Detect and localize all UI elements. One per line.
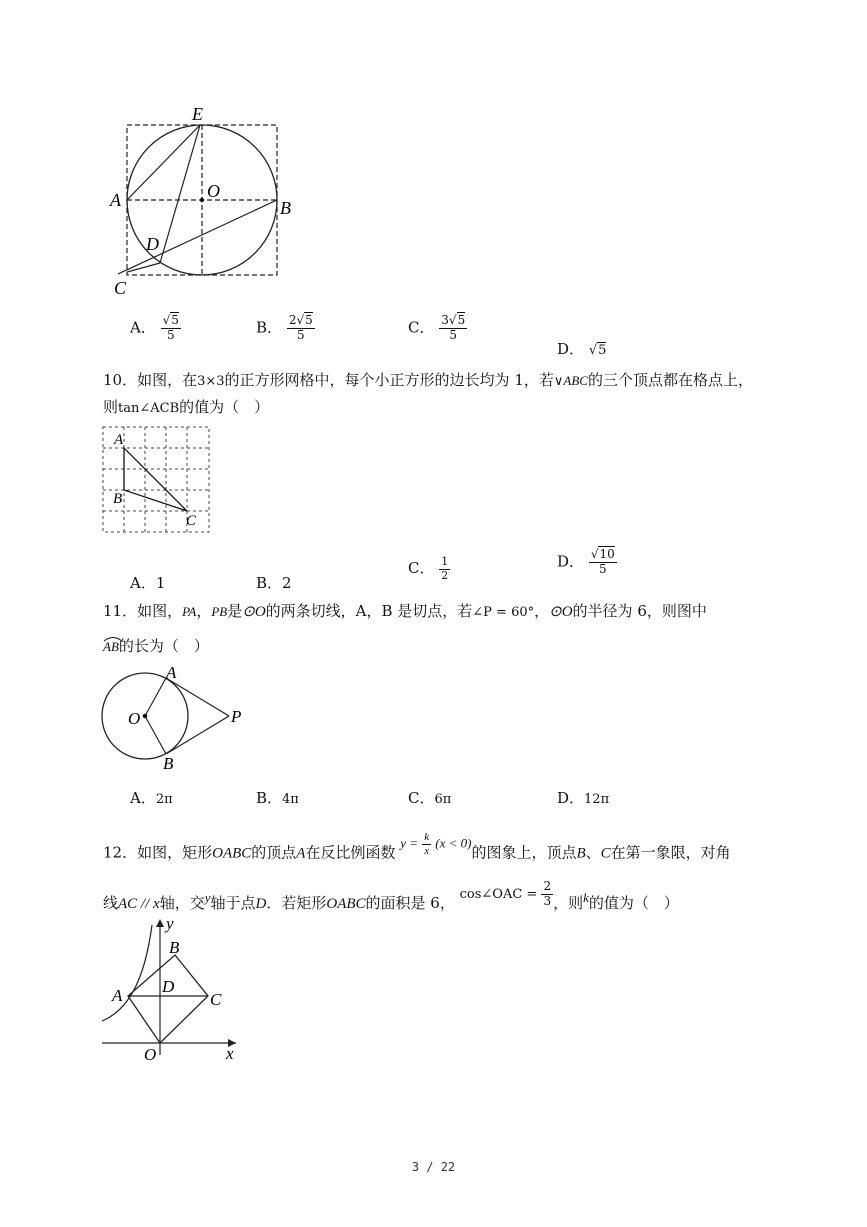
q10-option-d[interactable]: D． $\frac{√10}{5}$	[557, 547, 615, 576]
q9-center-dot	[200, 198, 204, 202]
q9-option-a[interactable]: A． $\frac{√5}{5}$	[130, 313, 179, 342]
q11-figure	[98, 660, 258, 775]
q12-figure	[98, 915, 258, 1070]
q9-label-d: D	[146, 234, 159, 254]
q12-label-y: y	[166, 915, 174, 933]
q10-option-a[interactable]: A．1	[130, 574, 166, 592]
q12-label-o: O	[144, 1045, 157, 1064]
q11-label-o: O	[128, 709, 141, 728]
q11-label-a: A	[166, 663, 177, 682]
q9-label-e: E	[192, 104, 203, 124]
page-number: 3 / 22	[411, 1160, 456, 1174]
q11-option-b[interactable]: B．4π	[256, 789, 299, 807]
q10-option-b[interactable]: B．2	[256, 574, 292, 592]
q9-figure	[100, 100, 310, 300]
q9-option-d[interactable]: D． √5	[557, 340, 607, 358]
q11-arc-label: AB	[103, 639, 119, 654]
q11-line1: 11．如图，PA，PB是⊙O的两条切线，A，B 是切点，若∠P = 60°，⊙O的半径为 6，则图中	[103, 602, 707, 620]
q11-label-p: P	[231, 707, 242, 726]
q12-line2: 线AC // x轴，交y轴于点D．若矩形OABC的面积是 6， cos∠OAC = $\frac{2}{3}$ ，则k的值为（ ）	[103, 879, 679, 912]
q10-label-a: A	[114, 432, 124, 448]
q11-option-c[interactable]: C．6π	[408, 789, 452, 807]
q9-label-a: A	[110, 190, 121, 210]
q9-option-b[interactable]: B． $\frac{2√5}{5}$	[256, 313, 313, 342]
q11-option-a[interactable]: A．2π	[130, 789, 173, 807]
q10-label-c: C	[186, 513, 197, 529]
q12-label-b: B	[169, 938, 180, 957]
q12-rectangle	[128, 955, 208, 1043]
q12-line1: 12．如图，矩形OABC的顶点A在反比例函数 y = $\frac{k}{x}$ (x < 0)的图象上，顶点B、C在第一象限，对角	[103, 831, 731, 862]
q9-label-c: C	[114, 278, 127, 298]
q11-line2: AB的长为（ ）	[103, 637, 209, 655]
q10-triangle	[124, 448, 187, 511]
q12-label-c: C	[210, 990, 222, 1009]
q11-tangent-pb	[166, 716, 229, 754]
q10-label-b: B	[113, 491, 123, 507]
q12-label-x: x	[226, 1044, 234, 1063]
q11-label-b: B	[163, 754, 174, 773]
q12-hyperbola	[102, 925, 152, 1021]
q9-label-o: O	[207, 181, 220, 201]
q12-label-d: D	[162, 977, 175, 996]
q9-label-b: B	[280, 198, 291, 218]
q10-figure	[100, 424, 215, 536]
q9-line-cb	[118, 200, 277, 274]
q12-label-a: A	[112, 986, 123, 1005]
q11-tangent-pa	[166, 678, 229, 716]
q9-option-c[interactable]: C． $\frac{3√5}{5}$	[408, 313, 466, 342]
q10-line1: 10．如图，在3×3的正方形网格中，每个小正方形的边长均为 1，若∨ABC的三个顶点都在格点上，	[103, 371, 753, 389]
q10-option-c[interactable]: C． $\frac{1}{2}$	[408, 555, 449, 582]
q10-line2: 则tan∠ACB的值为（ ）	[103, 398, 270, 416]
q11-option-d[interactable]: D．12π	[557, 789, 610, 807]
